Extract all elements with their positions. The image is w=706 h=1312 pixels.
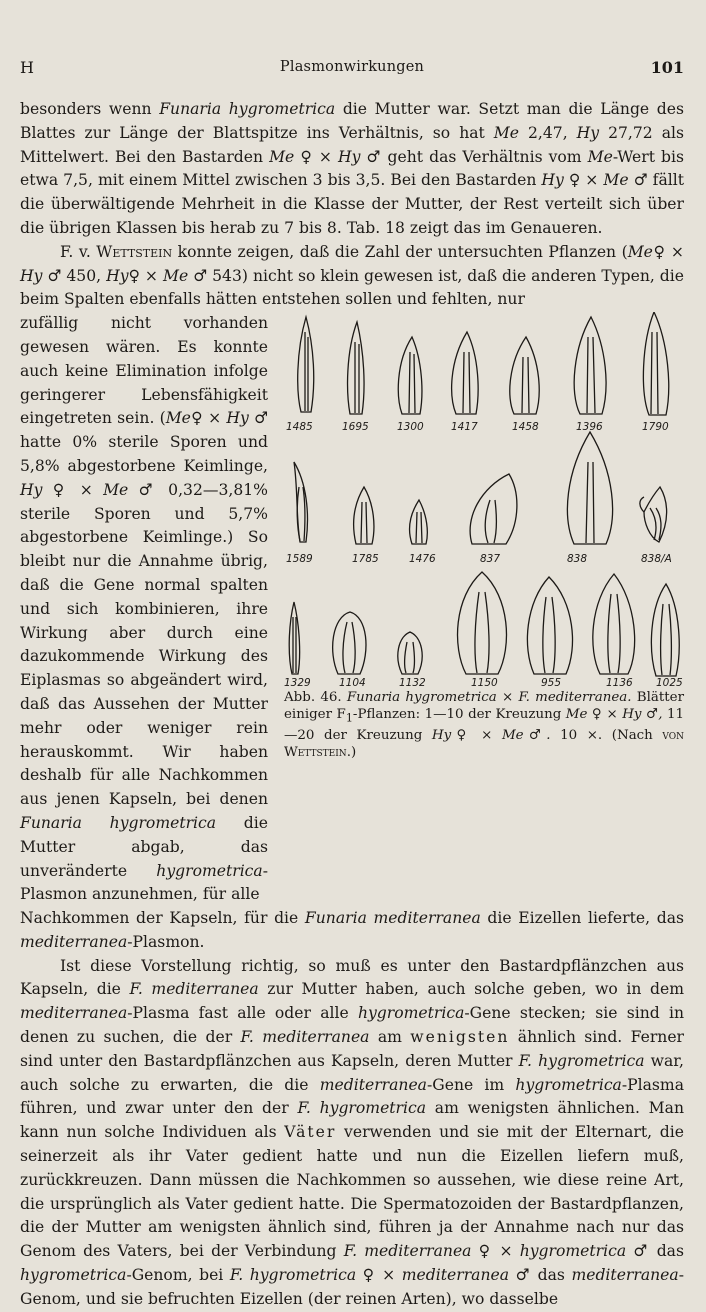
leaf-837 bbox=[470, 474, 517, 544]
paragraph-backcross: Ist diese Vorstellung richtig, so muß es unter den Bastardpflänzchen aus Kapseln, die F. mediterranea zur Mutter haben, auch solche geben, wo in dem mediterranea-Plasma fast alle oder alle hygrometrica-Gene stecken; sie sind in denen zu suchen, die der F. mediterranea am wenigsten ähnlich sind. Ferner sind unter den Bastardpflänzchen aus Kapseln, deren Mutter F. hygrometrica war, auch solche zu erwarten, die die mediterranea-Gene im hygrometrica-Plasma führen, und zwar unter den der F. hygrometrica am wenigsten ähnlichen. Man kann nun solche Individuen als Väter verwenden und sie mit der Elternart, die seinerzeit als ihr Vater gedient hatte und nun die Eizellen liefern muß, zurückkreuzen. Dann müssen die Nachkommen so aussehen, wie diese reine Art, die ursprünglich als Vater gedient hatte. Die Spermatozoiden der Bastardpflanzen, die der Mutter am wenigsten ähnlich sind, führen ja der Annahme nach nur das Genom des Vaters, bei der Verbindung F. mediterranea ♀ × hygrometrica ♂ das hygrometrica-Genom, bei F. hygrometrica ♀ × mediterranea ♂ das mediterranea-Genom, und sie befruchten Eizellen (der reinen Arten), wo dasselbe bbox=[20, 956, 685, 1308]
leaf-drawings bbox=[284, 312, 684, 687]
leaf-label: 1025 bbox=[656, 677, 683, 688]
leaf-label: 1132 bbox=[399, 677, 426, 688]
leaf-label: 837 bbox=[480, 553, 501, 566]
leaf-1025 bbox=[651, 584, 679, 676]
running-header bbox=[20, 58, 684, 80]
leaf-1300 bbox=[398, 337, 422, 414]
leaf-1695 bbox=[348, 322, 364, 414]
leaf-label: 1485 bbox=[286, 421, 313, 434]
leaf-1150 bbox=[458, 572, 507, 674]
leaf-1790 bbox=[643, 312, 668, 415]
leaf-1785 bbox=[354, 487, 374, 544]
leaf-1417 bbox=[452, 332, 478, 414]
paragraph-wettstein-end: Nachkommen der Kapseln, für die Funaria mediterranea die Eizellen lieferte, das mediterranea-Plasmon. bbox=[20, 909, 684, 951]
header-title: Plasmonwirkungen bbox=[279, 59, 425, 75]
leaf-1104 bbox=[333, 612, 366, 674]
figure-caption: Abb. 46. Funaria hygrometrica × F. mediterranea. Blätter einiger $F_1$-Pflanzen: 1—10 der Kreuzung Me ♀ × Hy ♂, 11—20 der Kreuzung Hy♀ × Me♂. 10 ×. (Nach von Wettstein.) bbox=[284, 690, 684, 760]
leaf-label: 1458 bbox=[512, 421, 539, 434]
leaf-label: 1695 bbox=[342, 421, 369, 434]
paragraph-intro: besonders wenn Funaria hygrometrica die Mutter war. Setzt man die Länge des Blattes zur Länge der Blattspitze ins Verhältnis, so hat Me 2,47, Hy 27,72 als Mittelwert. Bei den Bastarden Me ♀ × Hy ♂ geht das Verhältnis vom Me-Wert bis etwa 7,5, mit einem Mittel zwischen 3 bis 3,5. Bei den Bastarden Hy ♀ × Me ♂ fällt die überwältigende Mehrheit in die Klasse der Mutter, der Rest verteilt sich über die übrigen Klassen bis herab zu 7 bis 8. Tab. 18 zeigt das im Genaueren. bbox=[20, 100, 685, 237]
wrapped-text-column: zufällig nicht vorhanden gewesen wären. Es konnte auch keine Elimination infolge geringerer Lebensfähigkeit eingetreten sein. (Me♀ × Hy ♂ hatte 0% sterile Sporen und 5,8% abgestorbene Keimlinge, Hy ♀ × Me ♂ 0,32—3,81% sterile Sporen und 5,7% abgestorbene Keimlinge.) So bleibt nur die Annahme übrig, daß die Gene normal spalten und sich kombinieren, ihre Wirkung aber durch eine dazukommende Wirkung des Eiplasmas so abgeändert wird, daß das Aussehen der Mutter mehr oder weniger rein herauskommt. Wir haben deshalb für alle Nachkommen aus jenen Kapseln, bei denen Funaria hygrometrica die Mutter abgab, das unveränderte hygrometrica-Plasmon anzunehmen, für alle bbox=[20, 314, 268, 904]
leaf-label: 1150 bbox=[471, 677, 498, 688]
leaf-label: 1329 bbox=[284, 677, 311, 688]
leaf-label: 955 bbox=[541, 677, 562, 688]
paragraph-wettstein: F. v. Wettstein konnte zeigen, daß die Zahl der untersuchten Pflanzen (Me♀ × Hy ♂ 450, Hy♀ × Me ♂ 543) nicht so klein gewesen ist, daß die anderen Typen, die beim Spalten ebenfalls hätten entstehen sollen und fehlten, nur bbox=[20, 242, 685, 309]
leaf-1396 bbox=[574, 317, 606, 414]
leaf-label: 1417 bbox=[451, 421, 478, 434]
leaf-838A bbox=[640, 487, 667, 542]
leaf-label: 1476 bbox=[409, 553, 436, 566]
leaf-1136 bbox=[593, 574, 635, 674]
figure-46 bbox=[284, 312, 684, 761]
leaf-1458 bbox=[510, 337, 539, 414]
leaf-label: 838 bbox=[567, 553, 588, 566]
leaf-1132 bbox=[398, 632, 422, 674]
leaf-label: 1396 bbox=[576, 421, 603, 434]
leaf-label: 1136 bbox=[606, 677, 633, 688]
header-section-letter: H bbox=[20, 58, 34, 77]
leaf-1485 bbox=[298, 317, 314, 412]
leaf-label: 1785 bbox=[352, 553, 379, 566]
body-text bbox=[20, 98, 684, 1312]
leaf-label: 1589 bbox=[286, 553, 313, 566]
leaf-label: 1104 bbox=[339, 677, 366, 688]
leaf-1589 bbox=[294, 462, 308, 542]
leaf-label: 1790 bbox=[642, 421, 669, 434]
leaf-label: 1300 bbox=[397, 421, 424, 434]
leaf-1329 bbox=[289, 602, 299, 674]
leaf-1476 bbox=[410, 500, 428, 544]
leaf-label: 838/A bbox=[641, 553, 672, 566]
leaf-838 bbox=[567, 432, 612, 544]
text-figure-wrap bbox=[20, 312, 684, 907]
page-number: 101 bbox=[650, 58, 684, 77]
leaf-955 bbox=[527, 577, 572, 674]
